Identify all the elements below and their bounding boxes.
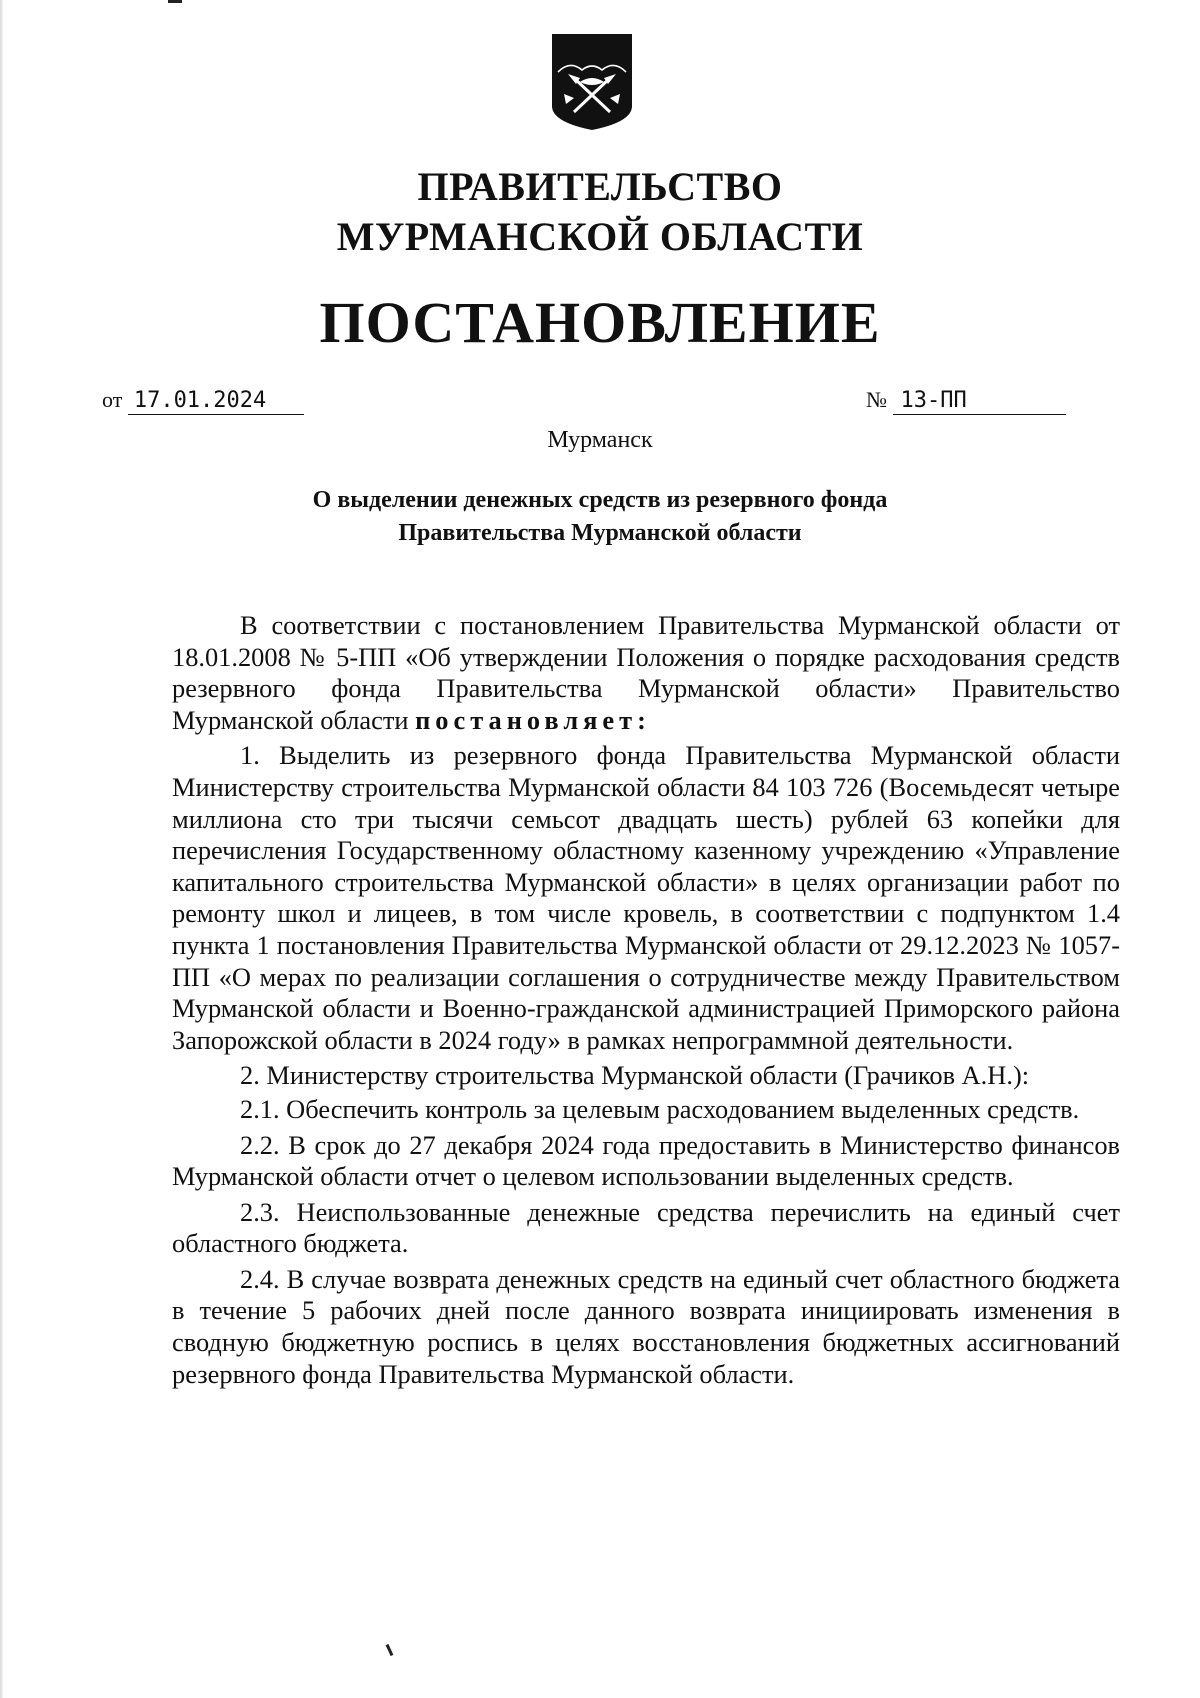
scan-corner-mark (168, 0, 182, 3)
clause-2-2: 2.2. В срок до 27 декабря 2024 года предоставить в Министерство финансов Мурманской области отчет о целевом использовании выделенных средств. (172, 1129, 1120, 1192)
subject-line1: О выделении денежных средств из резервного фонда (312, 487, 888, 513)
murmansk-coat-of-arms-icon (550, 32, 634, 132)
document-number (866, 385, 1066, 415)
clause-2-1: 2.1. Обеспечить контроль за целевым расходованием выделенных средств. (240, 1093, 1080, 1124)
preamble-paragraph (172, 610, 1120, 736)
organization-title (0, 162, 1200, 262)
document-body (172, 610, 1120, 1394)
organization-title-line2: МУРМАНСКОЙ ОБЛАСТИ (336, 214, 864, 259)
number-value: 13-ПП (893, 388, 1066, 415)
document-type-heading: ПОСТАНОВЛЕНИЕ (319, 290, 881, 355)
scan-artifact-mark (386, 1644, 394, 1656)
clause-2-3: 2.3. Неиспользованные денежные средства перечислить на единый счет областного бюджета. (172, 1196, 1120, 1259)
number-prefix: № (866, 387, 887, 412)
issue-city: Мурманск (547, 427, 653, 453)
clause-2-4: 2.4. В случае возврата денежных средств на единый счет областного бюджета в течение 5 рабочих дней после данного возврата инициировать изменения в сводную бюджетную роспись в целях восстановления бюджетных ассигнований резервного фонда Правительства Мурманской области. (172, 1263, 1120, 1389)
clause-2: 2. Министерству строительства Мурманской области (Грачиков А.Н.): (240, 1060, 1030, 1091)
resolves-word: постановляет: (415, 704, 651, 735)
clause-1: 1. Выделить из резервного фонда Правительства Мурманской области Министерству строительства Мурманской области 84 103 726 (Восемьдесят четыре миллиона сто три тысячи семьсот двадцать шесть) рублей 63 копейки для перечисления Государственному областному казенному учреждению «Управление капитального строительства Мурманской области» в целях организации работ по ремонту школ и лицеев, в том числе кровель, в соответствии с подпунктом 1.4 пункта 1 постановления Правительства Мурманской области от 29.12.2023 № 1057-ПП «О мерах по реализации соглашения о сотрудничестве между Правительством Мурманской области и Военно-гражданской администрацией Приморского района Запорожской области в 2024 году» в рамках непрограммной деятельности. (172, 740, 1120, 1055)
date-prefix: от (102, 387, 123, 412)
organization-title-line1: ПРАВИТЕЛЬСТВО (417, 164, 783, 209)
date-value: 17.01.2024 (128, 388, 304, 415)
subject-line2: Правительства Мурманской области (398, 520, 802, 546)
document-subject (0, 484, 1200, 550)
preamble-text: В соответствии с постановлением Правительства Мурманской области от 18.01.2008 № 5-ПП «Об утверждении Положения о порядке расходования средств резервного фонда Правительства Мурманской области» Правительство Мурманской области (172, 610, 1120, 735)
document-date (102, 385, 304, 415)
